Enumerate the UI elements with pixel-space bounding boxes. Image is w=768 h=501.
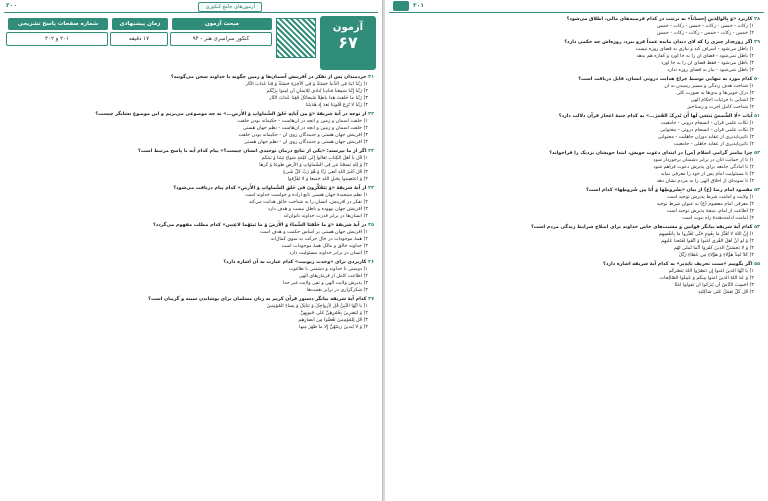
info-value-time: ۱۷ دقیقه bbox=[110, 32, 168, 46]
answer-option: ۴) انسان‌ها در برابر قدرت خداوند ناتوان‌اند bbox=[283, 214, 368, 220]
question-stem: اگر از ما بپرسند: «یکی از نتایج درمان توحیدی انسان چیست؟» پیام کدام آیه با پاسخ مرتبط است؟ bbox=[138, 148, 367, 154]
question-number: ۴۴ bbox=[368, 185, 374, 191]
question-number: ۵۱ bbox=[754, 113, 760, 119]
answer-option: ۲) باطل نمی‌شود - قضای آن را به جا آورد و کفاره هم بدهد bbox=[636, 53, 754, 59]
info-header-time: زمان پیشنهادی bbox=[112, 18, 168, 30]
question bbox=[393, 39, 760, 74]
answer-option: ۳) آفرینش جهان هستی و جنبندگان روی آن - حکیمانه بودن خلقت bbox=[238, 133, 368, 139]
answer-option: ۴) وَ لا یُبدینَ زینَتَهُنَّ إِلّا ما ظَهَرَ مِنها bbox=[299, 325, 368, 331]
answer-option: ۳) أَحَسِبَ النّاسُ أَن یُترَکوا أَن یَقولوا آمَنّا bbox=[674, 282, 754, 288]
answer-option: ۴) کُلّاً نُمِدُّ هؤُلاءِ وَ هؤُلاءِ مِن عَطاءِ رَبِّکَ bbox=[678, 253, 754, 258]
answer-option: ۲) رَبَّنا إِنَّنا سَمِعنا مُنادِیاً یُنادی لِلایمانِ أَن آمِنوا بِرَبِّکُم bbox=[266, 89, 368, 95]
question bbox=[393, 16, 760, 37]
answer-option: ۲) خمس - زکات - خمس - زکات - زکات - خمس bbox=[656, 31, 754, 37]
answer-option: ۲) همهٔ موجودات در حال حرکت به سوی کمال‌اند bbox=[270, 237, 368, 243]
answer-option: ۱) شناخت هدف زندگی و مسیر رسیدن به آن bbox=[664, 83, 754, 89]
question-stem: کاربرد «وَ بِالوالِدَینِ إِحساناً» به ترتیب در کدام فرضیه‌های مالی، اطلاق می‌شود؟ bbox=[566, 17, 753, 22]
info-value-topic: کنکور سراسری هنر - ۹۴ bbox=[170, 32, 272, 46]
question-number: ۵۴ bbox=[754, 224, 760, 230]
question-stem: از توجه در آیهٔ شریفهٔ «وَ مِن آیاتِهِ خَلقُ السَّماواتِ وَ الأَرضِ...» به چه موضوعی می‌بریم و این موضوع نشانگر چیست؟ bbox=[95, 111, 367, 117]
answer-option: ۱) ولایت و امامت شرط پذیرش توحید است bbox=[667, 194, 754, 200]
right-page bbox=[385, 0, 768, 501]
answer-option: ۴) رَبَّنا لا تُزِغ قُلوبَنا بَعدَ إِذ هَدَیتَنا bbox=[305, 103, 368, 109]
exam-badge-number: ۶۷ bbox=[338, 33, 358, 52]
answer-option: ۲) معرفی امام معصوم (ع) به عنوان شرط توحید bbox=[656, 201, 754, 207]
answer-option: ۱) دوستی با خداوند و دشمنی با طاغوت bbox=[288, 266, 368, 272]
question-number: ۴۲ bbox=[368, 111, 374, 117]
question bbox=[8, 222, 374, 257]
answer-option: ۱) نظم سنجیدهٔ جهان هستی تابع اراده و خواست خداوند است bbox=[245, 193, 368, 198]
answer-option: ۱) رَبَّنا آتِنا فِی الدُّنیا حَسَنَةً وَ فِی الآخِرَةِ حَسَنَةً وَ قِنا عَذابَ النّار bbox=[245, 82, 368, 88]
answer-option: ۴) قُل کُلٌّ یَعمَلُ عَلی شاکِلَتِهِ bbox=[698, 289, 754, 295]
question-stem: کدام مورد به تنهایی توسط چراغ هدایت درونی انسان، قابل دریافت است؟ bbox=[578, 76, 753, 82]
answer-option: ۳) خداوند خالق و مالک همهٔ موجودات است bbox=[281, 244, 368, 250]
right-question-list bbox=[393, 16, 760, 298]
answer-option: ۱) نکات علمی قرآن - انسجام درونی - جامعیت bbox=[660, 120, 754, 126]
question-stem: اگر روزه‌دار چیزی را که لای دندان مانده عمداً فرو ببرد، روزه‌اش چه حکمی دارد؟ bbox=[564, 39, 753, 45]
page-number: ۲۰۰ bbox=[6, 2, 17, 9]
exam-badge bbox=[320, 16, 376, 70]
answer-option: ۱) قُل یا أَهلَ الکِتابِ تَعالَوا إِلی کَلِمَةٍ سَواءٍ بَینَنا وَ بَینَکُم bbox=[261, 156, 368, 162]
answer-option: ۱) باطل می‌شود - اسراف کند و نیازی به قضای روزه نیست bbox=[635, 46, 754, 52]
answer-option: ۴) امامت ادامه‌دهندهٔ راه نبوت است bbox=[682, 216, 754, 222]
answer-option: ۱) یا أَیُّهَا النَّبِیُّ قُل لِأَزواجِکَ وَ بَناتِکَ وَ نِساءِ المُؤمِنینَ bbox=[266, 303, 368, 309]
answer-option: ۴) آفرینش جهان هستی و جنبندگان روی آن - نظم جهان هستی bbox=[243, 140, 368, 146]
qr-code-icon bbox=[276, 18, 316, 58]
answer-option: ۴) شکرگزاری در برابر نعمت‌ها bbox=[306, 288, 368, 294]
answer-option: ۲) درک خوبی‌ها و بدی‌ها به صورت کلی bbox=[676, 90, 754, 96]
question-stem: خردمندان پس از تفکر در آفرینش آسمان‌ها و زمین چگونه با خداوند سخن می‌گویند؟ bbox=[170, 75, 367, 80]
question bbox=[393, 76, 760, 111]
info-header-answer-pages: شماره صفحات پاسخ تشریحی bbox=[8, 18, 108, 30]
question bbox=[8, 111, 374, 146]
answer-option: ۳) قُل أَغَیرَ اللّهِ أَبغی رَبّاً وَ هُوَ رَبُّ کُلِّ شَیءٍ bbox=[283, 170, 368, 176]
question bbox=[393, 113, 760, 148]
exam-badge-label: آزمون bbox=[332, 22, 364, 33]
question-number: ۴۸ bbox=[754, 17, 760, 22]
answer-option: ۳) اطاعت از امام، نتیجهٔ پذیرش توحید است bbox=[666, 208, 754, 214]
answer-option: ۴) انسان در برابر خداوند مسئولیت دارد bbox=[289, 251, 368, 257]
answer-option: ۲) وَ لِلّهِ یَسجُدُ مَن فِی السَّماواتِ وَ الأَرضِ طَوعاً وَ کَرهاً bbox=[259, 163, 368, 169]
answer-option: ۳) وَ لا یَحسَبَنَّ الَّذینَ کَفَروا أَنَّما نُملی لَهُم bbox=[673, 245, 754, 251]
running-head-label: آزمون‌های جامع کنکوری bbox=[198, 2, 262, 12]
question-stem: در آیهٔ شریفهٔ «وَ ما خَلَقنَا السَّماءَ وَ الأَرضَ وَ ما بَینَهُما لاعِبین» کدام مطلب مفهوم می‌گردد؟ bbox=[152, 222, 367, 228]
question bbox=[393, 261, 760, 296]
answer-option: ۳) تأثیرناپذیری از عقاید دوران جاهلیت - محتوایی bbox=[657, 135, 754, 140]
answer-option: ۲) وَ لَو أَنَّ أَهلَ القُری آمَنوا وَ اتَّقَوا لَفَتَحنا عَلَیهِم bbox=[661, 238, 754, 244]
answer-option: ۲) وَ عَدَ اللّهُ الَّذینَ آمَنوا مِنکُم وَ عَمِلُوا الصّالِحات bbox=[659, 275, 754, 281]
page-number: ۲۰۱ bbox=[413, 2, 424, 9]
question bbox=[8, 148, 374, 183]
answer-option: ۳) تا مسئولیت امام پس از خود را معرفی نماید bbox=[660, 171, 754, 177]
answer-option: ۱) زکات - خمس - زکات - خمس - زکات - خمس bbox=[656, 24, 754, 30]
answer-option: ۲) تفکر در آفرینش، انسان را به شناخت خالق هدایت می‌کند bbox=[248, 200, 368, 206]
question-stem: آیات «لَا الشَّمسُ یَنبَغی لَها أَن تُدرِکَ القَمَرَ...» به کدام جنبهٔ اعجاز قرآن دلالت دارد؟ bbox=[558, 113, 753, 119]
answer-option: ۱) خلقت آسمان و زمین و آنچه در آن‌هاست - حکیمانه بودن خلقت bbox=[237, 119, 368, 125]
question-number: ۵۲ bbox=[754, 150, 760, 156]
answer-option: ۴) باطل نمی‌شود - نیاز به قضای روزه ندارد bbox=[667, 68, 754, 74]
answer-option: ۲) خلقت آسمان و زمین و آنچه در آن‌هاست - نظم جهان هستی bbox=[242, 126, 368, 132]
exam-header bbox=[6, 16, 376, 74]
question bbox=[8, 74, 374, 109]
answer-option: ۳) آشنایی با جزئیات احکام الهی bbox=[690, 98, 754, 104]
question-number: ۵۵ bbox=[754, 261, 760, 267]
left-question-list bbox=[8, 74, 374, 333]
header-rule bbox=[4, 12, 378, 13]
running-head bbox=[198, 2, 262, 12]
publisher-logo-icon bbox=[393, 1, 409, 11]
header-rule bbox=[389, 12, 764, 13]
question-stem: اگر بگوییم «سنت تحریف ناپذیر» به کدام آیهٔ شریفه اشاره دارد؟ bbox=[603, 261, 753, 267]
question-number: ۵۳ bbox=[754, 187, 760, 193]
question-number: ۵۰ bbox=[754, 76, 760, 82]
question-stem: کاربردی برای «وحدت ربوبیت» کدام عبارت به آن اشاره دارد؟ bbox=[223, 259, 367, 265]
answer-option: ۳) باطل می‌شود - فقط قضای آن را به جا آورد bbox=[661, 61, 754, 67]
question-number: ۴۶ bbox=[368, 259, 374, 265]
answer-option: ۴) وَ اعتَصِموا بِحَبلِ اللّهِ جَمیعاً وَ لا تَفَرَّقوا bbox=[287, 177, 368, 183]
answer-option: ۲) تا آمادگی جامعه برای پذیرش دعوت فراهم شود bbox=[653, 164, 754, 170]
question-number: ۴۳ bbox=[368, 148, 374, 154]
answer-option: ۳) پذیرش ولایت الهی و نفی ولایت غیر خدا bbox=[282, 281, 368, 287]
info-value-answer-pages: ۲۰۱ و ۲۰۲ bbox=[6, 32, 108, 46]
answer-option: ۳) آفرینش جهان بیهوده و باطل نیست و هدف دارد bbox=[267, 207, 368, 213]
info-header-topic: مبحث آزمون bbox=[172, 18, 272, 30]
answer-option: ۱) إِنَّ اللّهَ لا یُغَیِّرُ ما بِقَومٍ حَتّی یُغَیِّروا ما بِأَنفُسِهِم bbox=[658, 231, 754, 237]
question bbox=[393, 187, 760, 222]
question bbox=[393, 224, 760, 259]
answer-option: ۲) اطاعت کامل از فرمان‌های الهی bbox=[298, 274, 368, 280]
answer-option: ۱) یا أَیُّهَا الَّذینَ آمَنوا إِن تَنصُرُوا اللّهَ یَنصُرکُم bbox=[668, 268, 754, 274]
question bbox=[8, 185, 374, 220]
answer-option: ۳) قُل لِلمُؤمِنینَ یَغُضّوا مِن أَبصارِهِم bbox=[298, 318, 368, 324]
answer-option: ۱) تا از حمایت آنان در برابر دشمنان برخوردار شود bbox=[653, 157, 754, 163]
question-stem: کدام آیهٔ شریفه بیانگر دستور قرآن کریم به زنان مسلمان برای پوشاندن سینه و گریبان است؟ bbox=[148, 296, 367, 302]
left-page bbox=[0, 0, 383, 501]
question-stem: مقصود امام رضا (ع) از بیان «بِشُروطِها وَ أَنَا مِن شُروطِها» کدام است؟ bbox=[586, 187, 753, 193]
answer-option: ۳) رَبَّنا ما خَلَقتَ هذا باطِلاً سُبحانَکَ فَقِنا عَذابَ النّار bbox=[269, 96, 368, 102]
answer-option: ۲) وَ لیَضرِبنَ بِخُمُرِهِنَّ عَلی جُیوبِهِنَّ bbox=[300, 311, 368, 316]
question bbox=[8, 259, 374, 294]
question bbox=[393, 150, 760, 185]
answer-option: ۴) تأثیرناپذیری از عقاید جاهلی - جامعیت bbox=[673, 142, 754, 148]
question-number: ۴۷ bbox=[368, 296, 374, 302]
question-number: ۴۹ bbox=[754, 39, 760, 45]
answer-option: ۴) شناخت کامل آخرت و رستاخیز bbox=[687, 105, 754, 111]
question-number: ۴۵ bbox=[368, 222, 374, 228]
question-number: ۴۱ bbox=[368, 75, 374, 80]
question-stem: از آیهٔ شریفهٔ «وَ یَتَفَکَّرونَ فی خَلقِ السَّماواتِ وَ الأَرضِ» کدام پیام دریافت می‌شود؟ bbox=[173, 185, 367, 191]
answer-option: ۲) نکات علمی قرآن - انسجام درونی - محتوایی bbox=[660, 127, 754, 133]
question bbox=[8, 296, 374, 331]
question-stem: چرا پیامبر گرامی اسلام (ص) در ابتدای دعوت خویش، ابتدا خویشان نزدیک را فراخواند؟ bbox=[549, 150, 753, 156]
question-stem: کدام آیهٔ شریفه بیانگر قوانین و مشیت‌های خاص خداوند برای اصلاح شرایط زندگی مردم است؟ bbox=[530, 224, 753, 230]
answer-option: ۱) آفرینش جهان هستی بر اساس حکمت و هدف است bbox=[260, 229, 368, 235]
answer-option: ۴) تا نمونه‌ای از اخلاق الهی را به مردم نشان دهد bbox=[656, 179, 754, 185]
